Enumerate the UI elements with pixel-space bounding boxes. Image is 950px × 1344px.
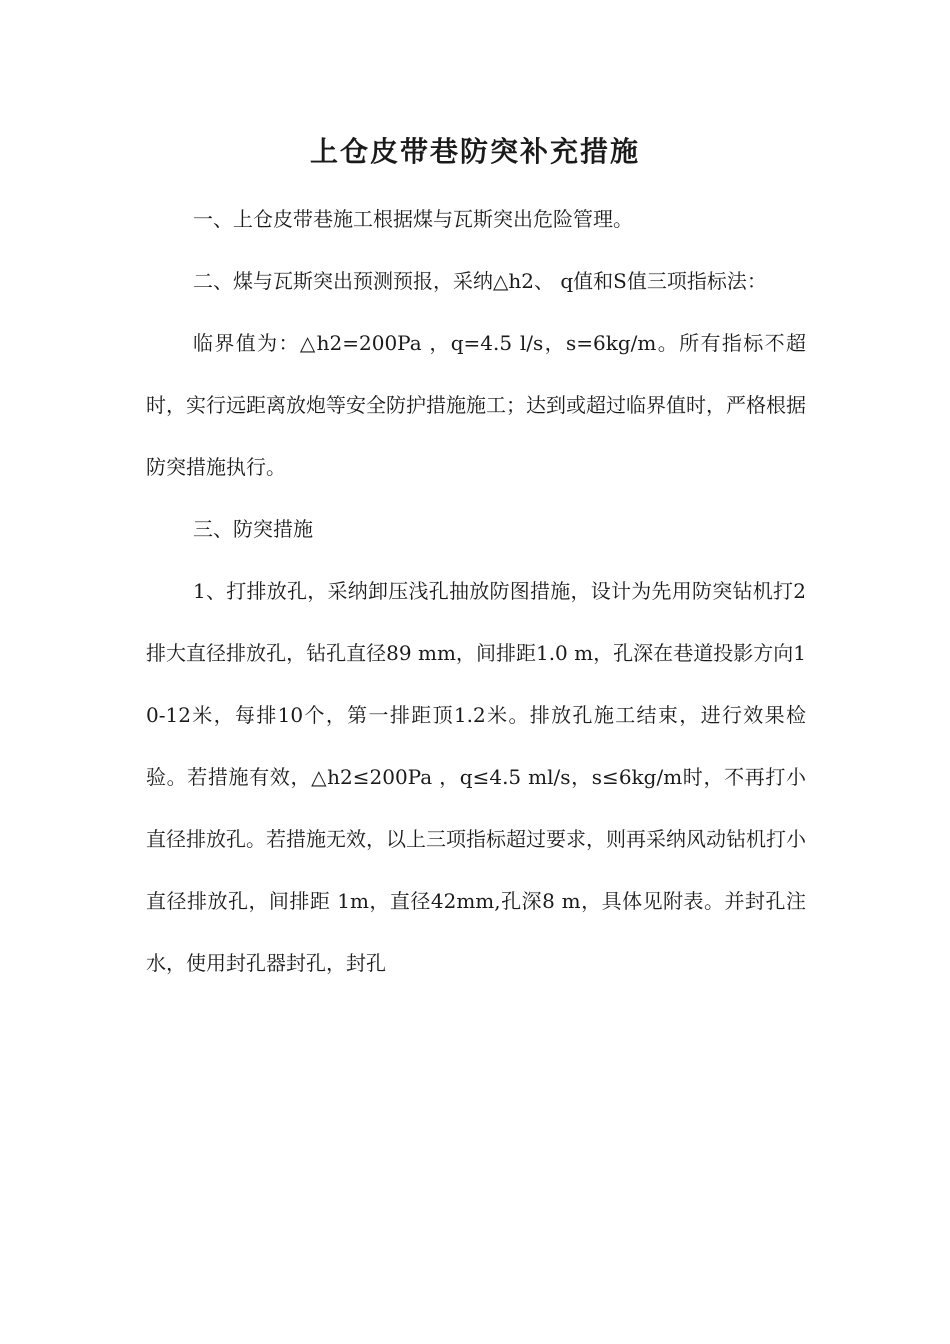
paragraph-measure-1: 1、打排放孔，采纳卸压浅孔抽放防图措施，设计为先用防突钻机打2排大直径排放孔，钻孔直径89 mm，间排距1.0 m，孔深在巷道投影方向10-12米，每排10个，第一排距顶1.2米。排放孔施工结束，进行效果检验。若措施有效，△h2≤200Pa ，q≤4.5 ml/s，s≤6kg/m时，不再打小直径排放孔。若措施无效，以上三项指标超过要求，则再采纳风动钻机打小直径排放孔，间排距 1m，直径42mm,孔深8 m，具体见附表。并封孔注水，使用封孔器封孔，封孔 [146, 579, 806, 975]
paragraph-section-2: 二、煤与瓦斯突出预测预报，采纳△h2、 q值和S值三项指标法： [193, 269, 767, 293]
paragraph-section-1: 一、上仓皮带巷施工根据煤与瓦斯突出危险管理。 [193, 207, 633, 231]
paragraph-section-3-heading: 三、防突措施 [193, 517, 313, 541]
document-title: 上仓皮带巷防突补充措施 [309, 135, 640, 168]
document-body [146, 188, 806, 994]
paragraph-critical-values: 临界值为：△h2=200Pa ，q=4.5 l/s，s=6kg/m。所有指标不超时，实行远距离放炮等安全防护措施施工；达到或超过临界值时，严格根据防突措施执行。 [146, 331, 806, 479]
